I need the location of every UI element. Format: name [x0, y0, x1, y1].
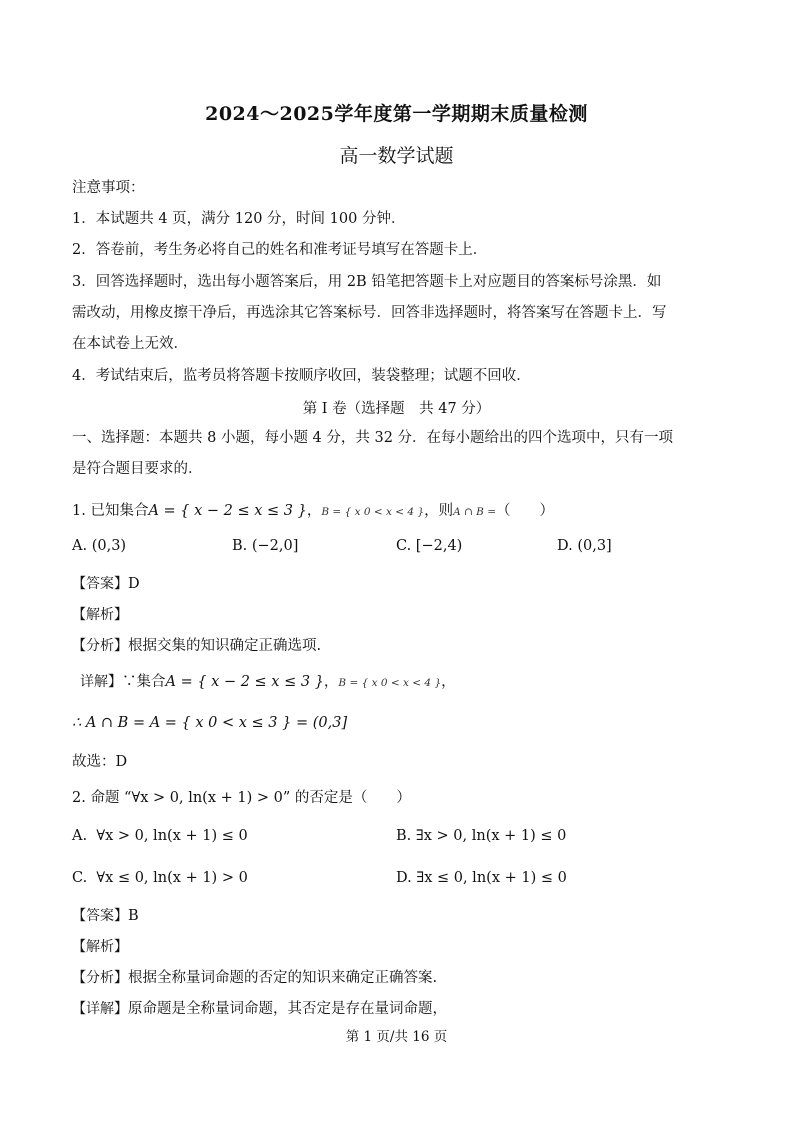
- q1-stem-suffix: ，则: [424, 503, 454, 519]
- section-intro: 一、选择题：本题共 8 小题，每小题 4 分，共 32 分．在每小题给出的四个选项中，只有一项: [72, 430, 674, 446]
- q2-stem-prefix: 2. 命题 “: [72, 790, 132, 806]
- option-value: ∃x ≤ 0, ln(x + 1) ≤ 0: [416, 870, 567, 886]
- q2-option-d: [396, 870, 567, 886]
- q1-option-d: [557, 538, 612, 554]
- q1-option-c: [396, 538, 462, 554]
- q1-option-b: [232, 538, 298, 554]
- option-label: C.: [72, 870, 88, 886]
- section-heading: 第 I 卷（选择题 共 47 分）: [302, 401, 491, 417]
- option-value: ∀x > 0, ln(x + 1) ≤ 0: [96, 828, 248, 844]
- q2-detail: [72, 999, 447, 1019]
- option-value: [−2,4): [415, 538, 463, 554]
- notice-item: 4．考试结束后，监考员将答题卡按顺序收回，装袋整理；试题不回收．: [72, 368, 531, 384]
- notice-item: 在本试卷上无效．: [72, 336, 188, 352]
- answer-tag: 【答案】: [72, 908, 128, 924]
- question-1-stem: [72, 501, 554, 522]
- detail-set-b: B = { x 0 < x < 4 }: [338, 677, 442, 689]
- section-intro: 是符合题目要求的．: [72, 461, 203, 477]
- page-title: 2024～2025学年度第一学期期末质量检测: [205, 103, 588, 125]
- q1-detail: [80, 672, 456, 693]
- option-label: B.: [396, 828, 412, 844]
- q1-sep: ，: [306, 503, 322, 519]
- option-value: (−2,0]: [251, 538, 299, 554]
- q1-answer: [72, 574, 140, 594]
- page-subtitle: 高一数学试题: [339, 145, 454, 167]
- q1-fenxi: [72, 636, 321, 656]
- fenxi-tag: 【分析】: [72, 638, 128, 654]
- q2-analysis-tag: [72, 937, 128, 957]
- answer-value: B: [128, 908, 139, 924]
- option-label: A.: [72, 538, 88, 554]
- option-value: (0,3]: [577, 538, 612, 554]
- q1-stem-prefix: 1. 已知集合: [72, 503, 149, 519]
- detail-text: 原命题是全称量词命题，其否定是存在量词命题，: [128, 1001, 447, 1017]
- q2-option-a: [72, 828, 248, 844]
- detail-set-a: A = { x − 2 ≤ x ≤ 3 }: [165, 674, 324, 690]
- notice-item: 2．答卷前，考生务必将自己的姓名和准考证号填写在答题卡上．: [72, 242, 488, 258]
- q2-stem-expr: ∀x > 0, ln(x + 1) > 0: [131, 790, 283, 806]
- option-label: D.: [557, 538, 573, 554]
- q2-option-c: [72, 870, 248, 886]
- q1-analysis-tag: [72, 605, 128, 625]
- question-2-stem: [72, 788, 411, 808]
- fenxi-text: 根据交集的知识确定正确选项.: [128, 638, 322, 654]
- q1-set-b: B = { x 0 < x < 4 }: [321, 506, 425, 518]
- detail-text: ∵集合: [122, 674, 166, 690]
- detail-end: ，: [441, 674, 456, 690]
- q2-option-b: [396, 828, 566, 844]
- analysis-tag: 【解析】: [72, 607, 128, 623]
- answer-value: D: [128, 576, 140, 592]
- option-label: B.: [232, 538, 248, 554]
- option-value: (0,3): [91, 538, 127, 554]
- q2-stem-suffix: ” 的否定是（ ）: [282, 790, 411, 806]
- fenxi-text: 根据全称量词命题的否定的知识来确定正确答案.: [128, 970, 438, 986]
- notice-item: 1．本试题共 4 页，满分 120 分，时间 100 分钟．: [72, 211, 406, 227]
- option-label: C.: [396, 538, 412, 554]
- notice-item: 3．回答选择题时，选出每小题答案后，用 2B 铅笔把答题卡上对应题目的答案标号涂黑．如: [72, 274, 662, 290]
- notice-heading: 注意事项：: [72, 180, 145, 196]
- q2-answer: [72, 906, 139, 926]
- q1-conclusion: [72, 713, 347, 733]
- conclusion-expr: ∴ A ∩ B = A = { x 0 < x ≤ 3 } = (0,3]: [72, 715, 348, 731]
- option-value: ∀x ≤ 0, ln(x + 1) > 0: [96, 870, 248, 886]
- detail-sep: ，: [323, 674, 339, 690]
- option-label: D.: [396, 870, 412, 886]
- q1-set-a: A = { x − 2 ≤ x ≤ 3 }: [148, 503, 307, 519]
- detail-tag: 【详解】: [72, 1001, 128, 1017]
- q1-option-a: [72, 538, 126, 554]
- fenxi-tag: 【分析】: [72, 970, 128, 986]
- option-value: ∃x > 0, ln(x + 1) ≤ 0: [415, 828, 567, 844]
- q1-choose: 故选：D: [72, 754, 128, 770]
- page-number: 第 1 页/共 16 页: [345, 1029, 448, 1045]
- q2-fenxi: [72, 968, 437, 988]
- answer-tag: 【答案】: [72, 576, 128, 592]
- q1-paren: （ ）: [496, 503, 555, 519]
- q1-expr: A ∩ B =: [453, 506, 497, 518]
- option-label: A.: [72, 828, 88, 844]
- detail-tag: 详解】: [80, 674, 122, 690]
- analysis-tag: 【解析】: [72, 939, 128, 955]
- notice-item: 需改动，用橡皮擦干净后，再选涂其它答案标号．回答非选择题时，将答案写在答题卡上．写: [72, 305, 667, 321]
